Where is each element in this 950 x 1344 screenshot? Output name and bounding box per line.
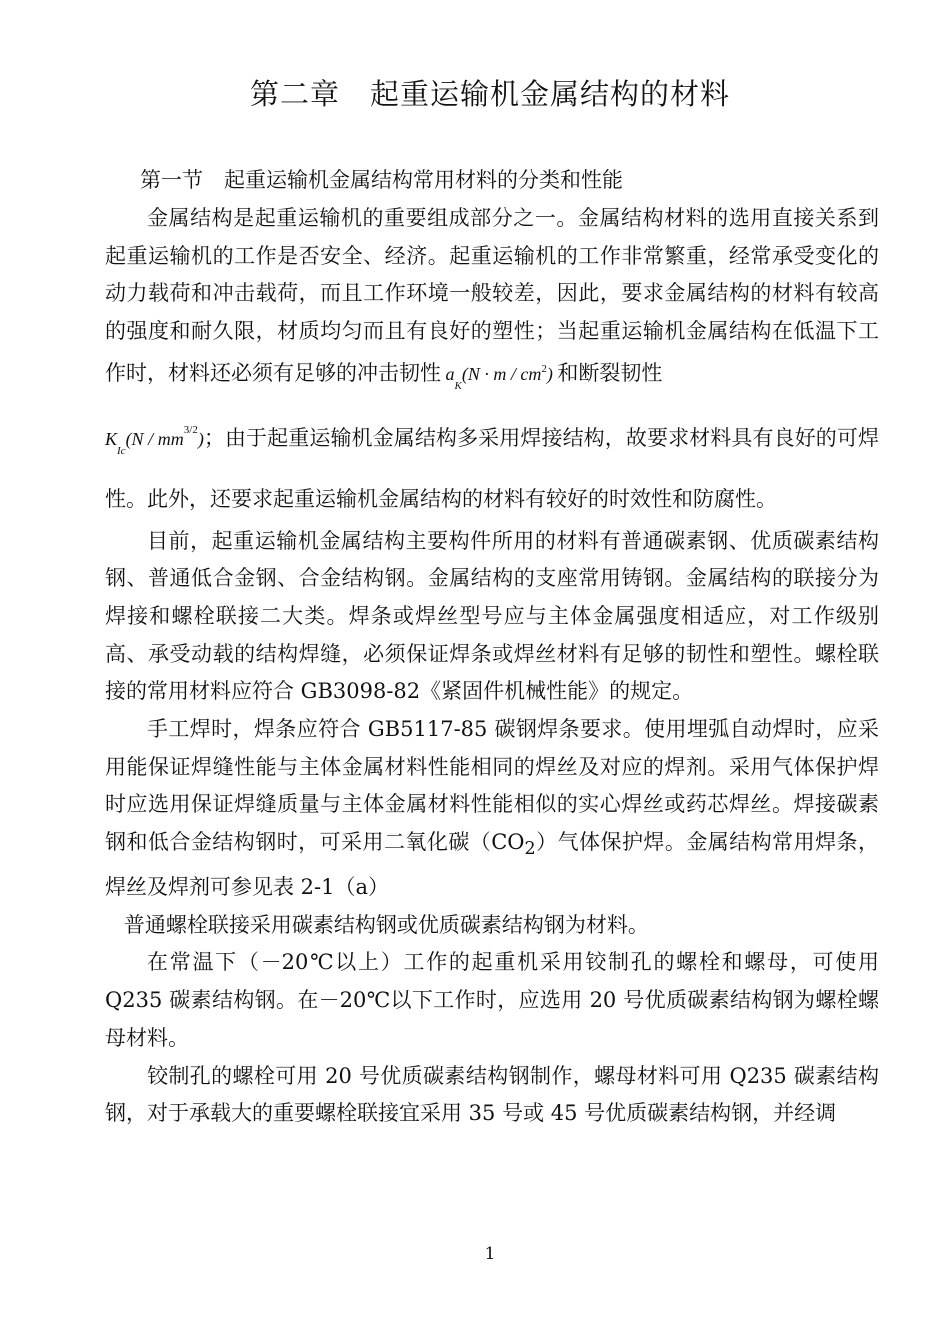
paragraph-1-text-b: 和断裂韧性 [557, 360, 663, 385]
page-number: 1 [484, 1244, 496, 1264]
paragraph-1-text-c: ；由于起重运输机金属结构多采用焊接结构，故要求材料具有良好的可焊性。此外，还要求起重运输机金属结构的材料有较好的时效性和防腐性。 [105, 425, 880, 511]
paragraph-1-continued [105, 406, 879, 523]
paragraph-2: 目前，起重运输机金属结构主要构件所用的材料有普通碳素钢、优质碳素结构钢、普通低合金钢、合金结构钢。金属结构的支座常用铸钢。金属结构的联接分为焊接和螺栓联接二大类。焊条或焊丝型号应与主体金属强度相适应，对工作级别高、承受动载的结构焊缝，必须保证焊条或焊丝材料有足够的韧性和塑性。螺栓联接的常用材料应符合 GB3098-82《紧固件机械性能》的规定。 [105, 528, 879, 704]
paragraph-1-text-a: 金属结构是起重运输机的重要组成部分之一。金属结构材料的选用直接关系到起重运输机的工作是否安全、经济。起重运输机的工作非常繁重，经常承受变化的动力载荷和冲击载荷，而且工作环境一般较差，因此，要求金属结构的材料有较高的强度和耐久限，材质均匀而且有良好的塑性；当起重运输机金属结构在低温下工作时，材料还必须有足够的冲击韧性 [105, 206, 879, 385]
paragraph-6: 铰制孔的螺栓可用 20 号优质碳素结构钢制作，螺母材料可用 Q235 碳素结构钢，对于承载大的重要螺栓联接宜采用 35 号或 45 号优质碳素结构钢，并经调 [105, 1063, 879, 1126]
section-heading: 第一节 起重运输机金属结构常用材料的分类和性能 [140, 168, 623, 192]
paragraph-3: 手工焊时，焊条应符合 GB5117-85 碳钢焊条要求。使用埋弧自动焊时，应采用能保证焊缝性能与主体金属材料性能相同的焊丝及对应的焊剂。采用气体保护焊时应选用保证焊缝质量与主体金属材料性能相似的实心焊丝或药芯焊丝。焊接碳素钢和低合金结构钢时，可采用二氧化碳$(CO_2)$气体保护焊。金属结构常用焊条，焊丝及焊剂可参见表 2-1（a） [105, 717, 879, 900]
chapter-title: 第二章 起重运输机金属结构的材料 [249, 77, 730, 111]
paragraph-5: 在常温下（－20℃以上）工作的起重机采用铰制孔的螺栓和螺母，可使用 Q235 碳素结构钢。在－20℃以下工作时，应选用 20 号优质碳素结构钢为螺栓螺母材料。 [105, 950, 879, 1050]
body-text [105, 200, 879, 1133]
co2-subscript: 2 [524, 839, 536, 860]
paragraph-4: 普通螺栓联接采用碳素结构钢或优质碳素结构钢为材料。 [123, 912, 649, 937]
paragraph-1 [105, 200, 879, 406]
formula-impact-toughness: $a_K(N \cdot m / cm^2)$ [445, 362, 553, 392]
formula-fracture-toughness: $K_{Ic}(N / mm^{3/2})$ [105, 423, 204, 457]
